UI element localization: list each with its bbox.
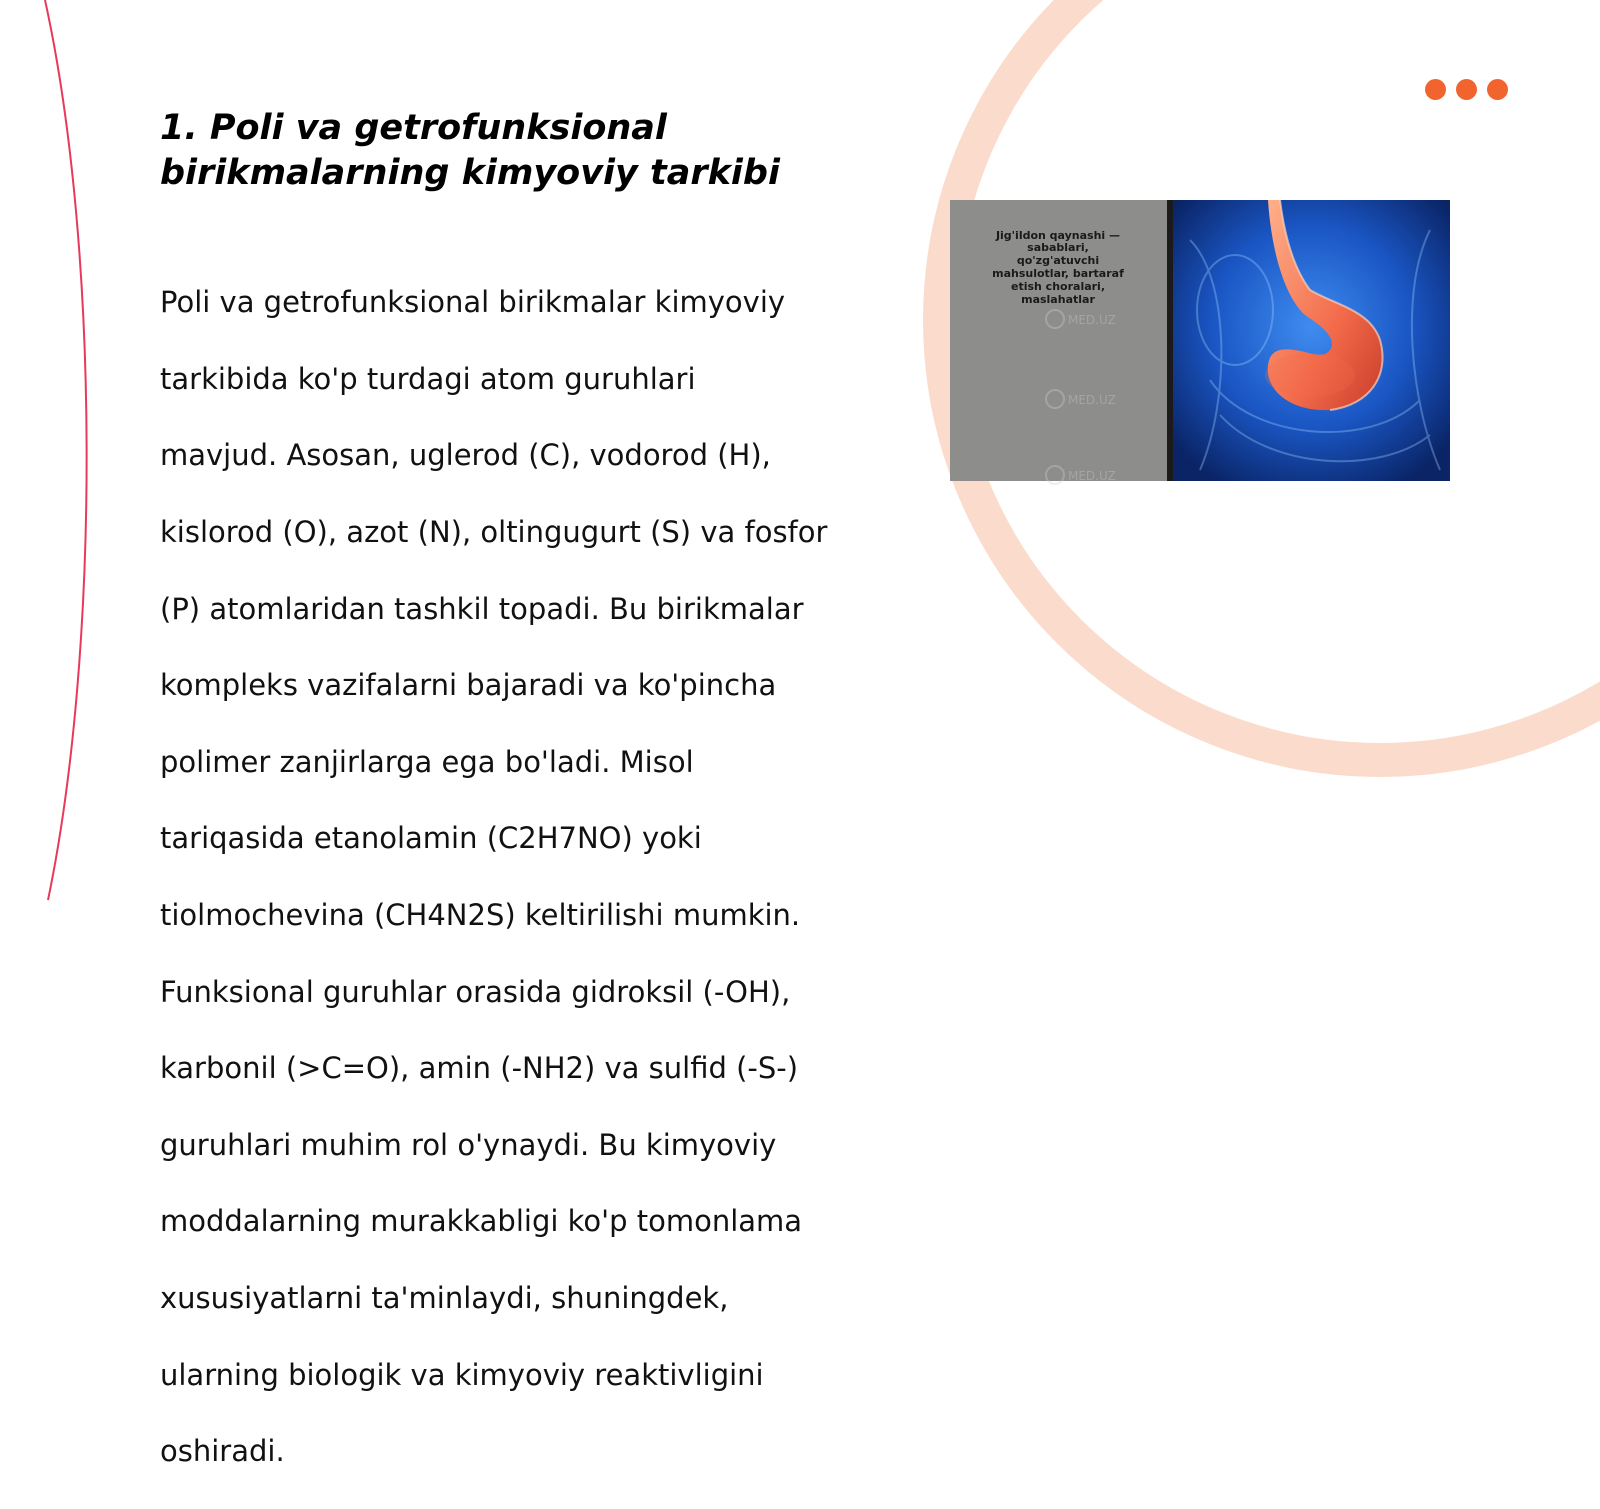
- svg-text:MED.UZ: MED.UZ: [1068, 393, 1116, 407]
- dot-3: [1487, 79, 1508, 100]
- dots-menu-icon: [1425, 79, 1511, 101]
- body-line: oshiradi.: [160, 1434, 285, 1469]
- stomach-illustration: [950, 200, 1450, 481]
- body-line: mavjud. Asosan, uglerod (C), vodorod (H),: [160, 438, 771, 473]
- caption-line: mahsulotlar, bartaraf: [992, 267, 1124, 280]
- decorative-left-curve: [45, 0, 87, 900]
- body-line: Poli va getrofunksional birikmalar kimyoviy: [160, 285, 786, 320]
- dot-2: [1456, 79, 1477, 100]
- caption-line: sabablari,: [1027, 241, 1089, 254]
- svg-text:MED.UZ: MED.UZ: [1068, 469, 1116, 483]
- body-line: tiolmochevina (CH4N2S) keltirilishi mumkin.: [160, 898, 801, 933]
- panel-divider: [1167, 200, 1173, 481]
- body-line: (P) atomlaridan tashkil topadi. Bu birikmalar: [160, 591, 804, 626]
- body-line: xususiyatlarni ta'minlaydi, shuningdek,: [160, 1281, 729, 1316]
- slide-title: 1. Poli va getrofunksional birikmalarning kimyoviy tarkibi: [160, 108, 780, 193]
- body-line: guruhlari muhim rol o'ynaydi. Bu kimyoviy: [160, 1127, 777, 1162]
- body-panel: [1173, 200, 1450, 481]
- body-line: moddalarning murakkabligi ko'p tomonlama: [160, 1204, 803, 1239]
- slide-body: [160, 245, 860, 1509]
- body-line: tarkibida ko'p turdagi atom guruhlari: [160, 361, 696, 396]
- caption-line: etish choralari,: [1010, 280, 1106, 293]
- body-line: Funksional guruhlar orasida gidroksil (-OH),: [160, 974, 791, 1009]
- svg-text:MED.UZ: MED.UZ: [1068, 313, 1116, 327]
- caption-line: maslahatlar: [1021, 293, 1095, 306]
- body-line: kompleks vazifalarni bajaradi va ko'pincha: [160, 668, 777, 703]
- body-line: tariqasida etanolamin (C2H7NO) yoki: [160, 821, 702, 856]
- body-line: kislorod (O), azot (N), oltingugurt (S) va fosfor: [160, 515, 828, 550]
- dot-1: [1425, 79, 1446, 100]
- caption-line: Jig'ildon qaynashi —: [995, 229, 1121, 242]
- body-line: polimer zanjirlarga ega bo'ladi. Misol: [160, 744, 694, 779]
- caption-line: qo'zg'atuvchi: [1016, 254, 1100, 267]
- body-line: ularning biologik va kimyoviy reaktivligini: [160, 1357, 764, 1392]
- body-line: karbonil (>C=O), amin (-NH2) va sulfid (-S-): [160, 1051, 799, 1086]
